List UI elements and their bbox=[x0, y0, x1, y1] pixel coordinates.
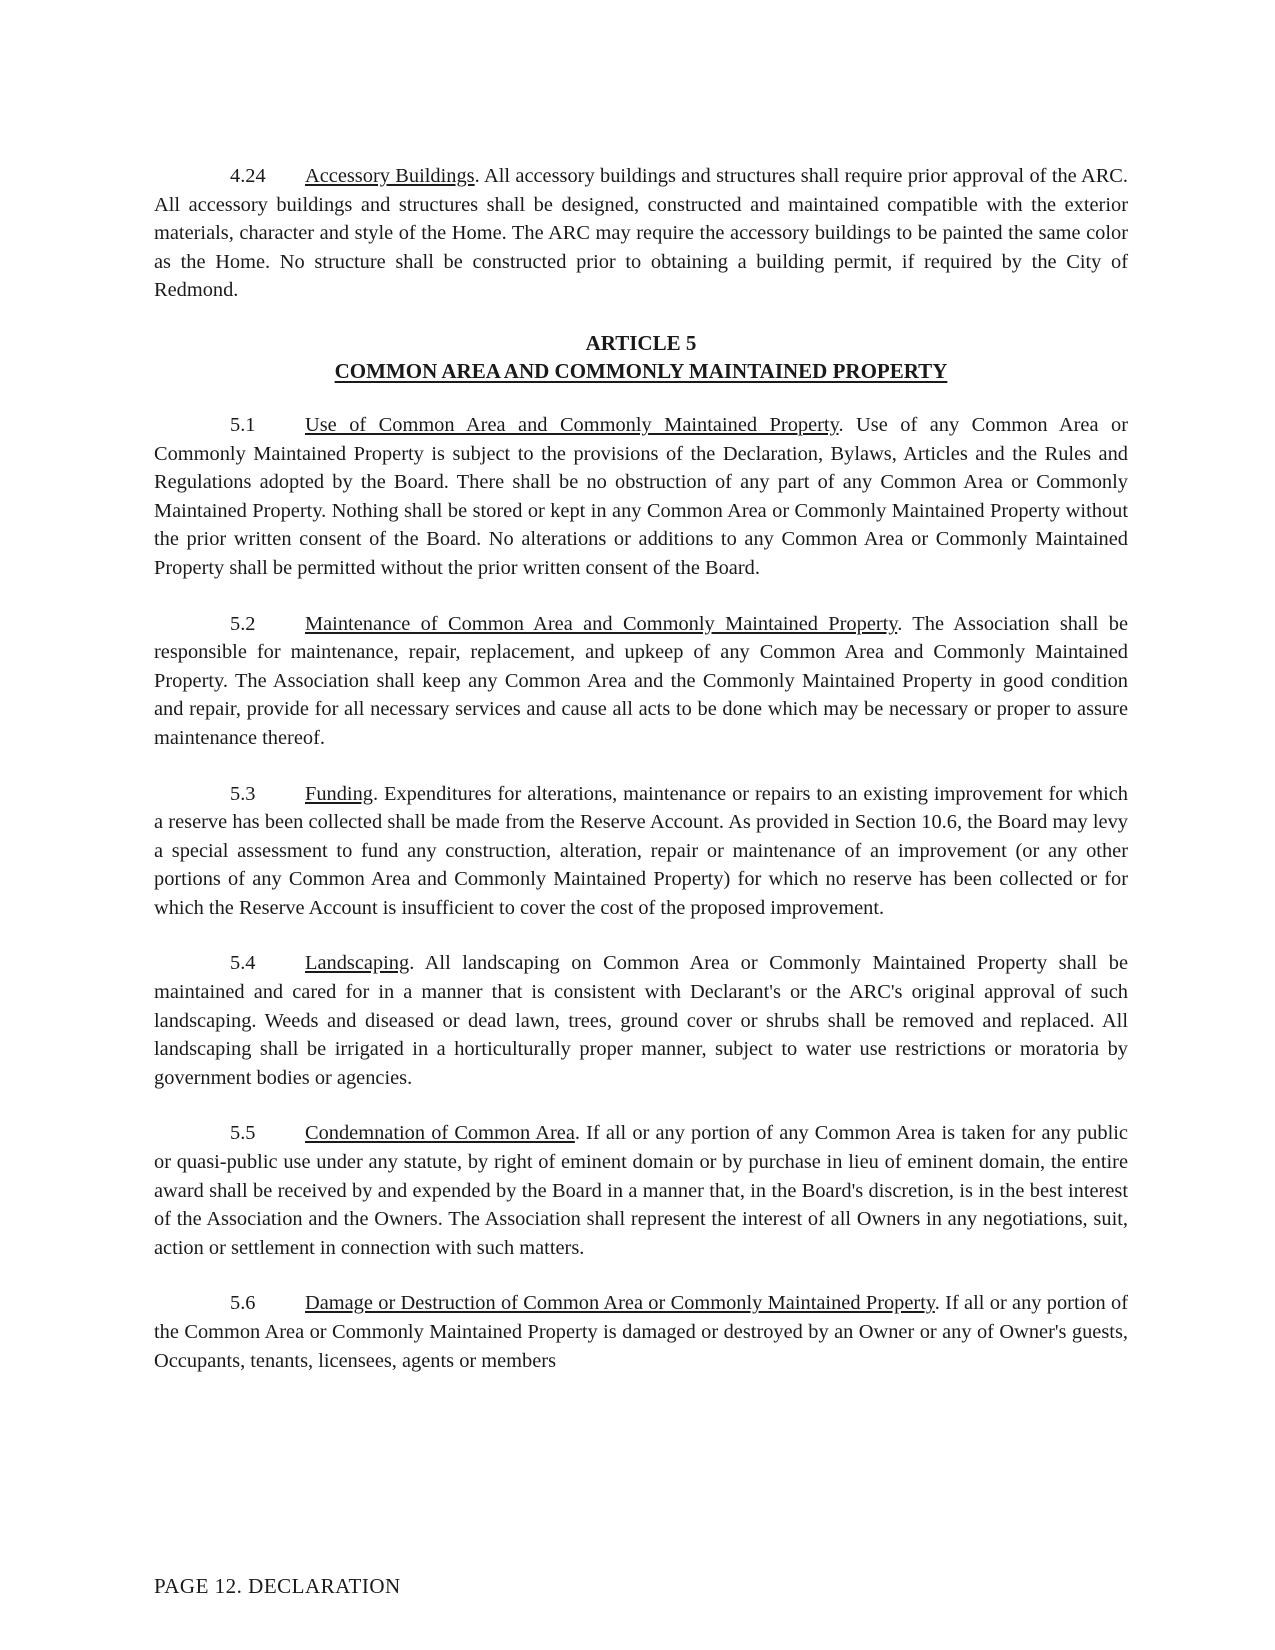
section-body: . Expenditures for alterations, maintenance or repairs to an existing improvement for which a reserve has been collected shall be made from the Reserve Account. As provided in Section 10.6, the Board may levy a special assessment to fund any construction, alteration, repair or maintenance of an improvement (or any other portions of any Common Area and Commonly Maintained Property) for which no reserve has been collected or for which the Reserve Account is insufficient to cover the cost of the proposed improvement. bbox=[154, 782, 1128, 919]
document-page bbox=[154, 162, 1128, 1375]
section-number: 5.6 bbox=[230, 1292, 256, 1315]
section-heading: Damage or Destruction of Common Area or Commonly Maintained Property bbox=[305, 1292, 935, 1315]
paragraph-spacer bbox=[154, 1262, 1128, 1289]
section-number: 5.3 bbox=[230, 782, 256, 805]
section-body: . If all or any portion of any Common Area is taken for any public or quasi-public use under any statute, by right of eminent domain or by purchase in lieu of eminent domain, the entire award shall be received by and expended by the Board in a manner that, in the Board's discretion, is in the best interest of the Association and the Owners. The Association shall represent the interest of all Owners in any negotiations, suit, action or settlement in connection with such matters. bbox=[154, 1122, 1128, 1259]
section-heading: Accessory Buildings bbox=[305, 165, 475, 187]
article-title: ARTICLE 5 bbox=[585, 330, 697, 355]
section-4-24 bbox=[154, 162, 1128, 305]
section-heading: Funding bbox=[305, 782, 373, 805]
paragraph-spacer bbox=[154, 583, 1128, 610]
section-5-5 bbox=[154, 1119, 1128, 1262]
section-number: 5.5 bbox=[230, 1122, 256, 1145]
section-heading: Maintenance of Common Area and Commonly Maintained Property bbox=[305, 612, 898, 635]
section-number: 5.2 bbox=[230, 612, 256, 635]
section-5-6 bbox=[154, 1289, 1128, 1375]
section-body: . The Association shall be responsible for maintenance, repair, replacement, and upkeep of any Common Area and Commonly Maintained Property. The Association shall keep any Common Area and the Commonly Maintained Property in good condition and repair, provide for all necessary services and cause all acts to be done which may be necessary or proper to assure maintenance thereof. bbox=[154, 612, 1128, 749]
section-5-3 bbox=[154, 780, 1128, 923]
section-number: 5.1 bbox=[230, 413, 256, 436]
section-number: 5.4 bbox=[230, 952, 256, 975]
section-heading: Condemnation of Common Area bbox=[305, 1122, 575, 1145]
section-body: . All accessory buildings and structures shall require prior approval of the ARC. All accessory buildings and structures shall be designed, constructed and maintained compatible with the exterior materials, character and style of the Home. The ARC may require the accessory buildings to be painted the same color as the Home. No structure shall be constructed prior to obtaining a building permit, if required by the City of Redmond. bbox=[154, 165, 1129, 302]
section-body: . If all or any portion of the Common Area or Commonly Maintained Property is damaged or destroyed by an Owner or any of Owner's guests, Occupants, tenants, licensees, agents or members bbox=[154, 1292, 1128, 1372]
section-5-2 bbox=[154, 610, 1128, 753]
section-heading: Use of Common Area and Commonly Maintained Property bbox=[305, 413, 839, 436]
section-body: . Use of any Common Area or Commonly Maintained Property is subject to the provisions of the Declaration, Bylaws, Articles and the Rules and Regulations adopted by the Board. There shall be no obstruction of any part of any Common Area or Commonly Maintained Property. Nothing shall be stored or kept in any Common Area or Commonly Maintained Property without the prior written consent of the Board. No alterations or additions to any Common Area or Commonly Maintained Property shall be permitted without the prior written consent of the Board. bbox=[154, 413, 1128, 579]
paragraph-spacer bbox=[154, 922, 1128, 949]
section-number: 4.24 bbox=[230, 165, 266, 187]
paragraph-spacer bbox=[154, 1092, 1128, 1119]
page-footer: PAGE 12. DECLARATION bbox=[154, 1574, 401, 1598]
section-5-1 bbox=[154, 411, 1128, 583]
article-heading bbox=[154, 329, 1128, 385]
paragraph-spacer bbox=[154, 753, 1128, 780]
section-5-4 bbox=[154, 949, 1128, 1092]
article-subtitle: COMMON AREA AND COMMONLY MAINTAINED PROPERTY bbox=[334, 358, 948, 383]
section-body: . All landscaping on Common Area or Commonly Maintained Property shall be maintained and cared for in a manner that is consistent with Declarant's or the ARC's original approval of such landscaping. Weeds and diseased or dead lawn, trees, ground cover or shrubs shall be removed and replaced. All landscaping shall be irrigated in a horticulturally proper manner, subject to water use restrictions or moratoria by government bodies or agencies. bbox=[154, 952, 1128, 1089]
section-heading: Landscaping bbox=[305, 952, 410, 975]
